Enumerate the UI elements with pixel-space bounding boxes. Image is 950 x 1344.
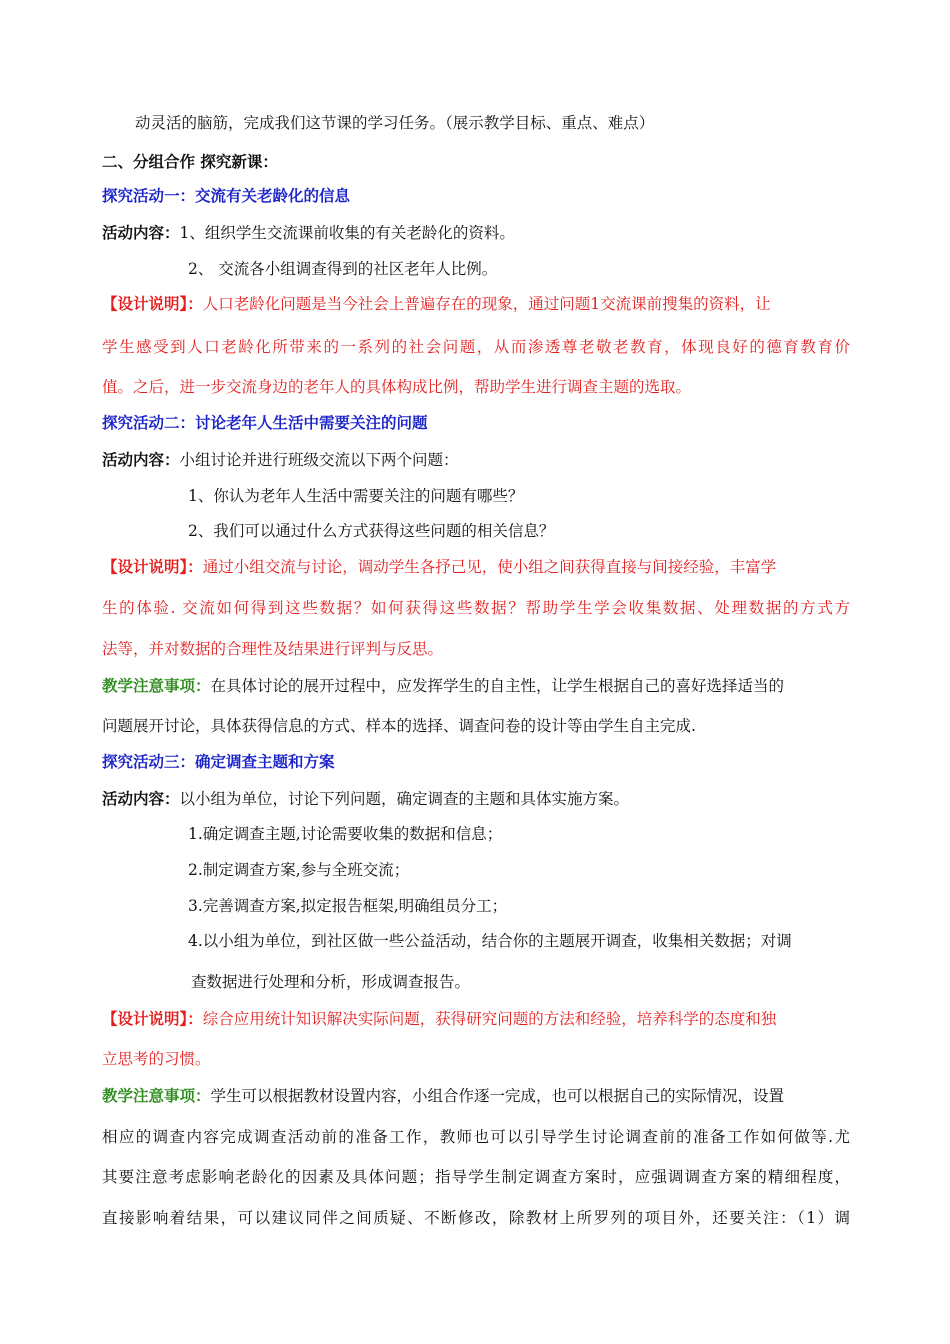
step-item: 2.制定调查方案,参与全班交流；	[188, 861, 410, 879]
teaching-notes	[102, 1086, 784, 1106]
notes-text: 相应的调查内容完成调查活动前的准备工作，教师也可以引导学生讨论调查前的准备工作如何做等.尤	[102, 1128, 850, 1146]
activity1-content	[102, 223, 515, 243]
design-note	[102, 1009, 776, 1029]
content-item: 1、组织学生交流课前收集的有关老龄化的资料。	[179, 224, 515, 242]
step-item: 4.以小组为单位，到社区做一些公益活动，结合你的主题展开调查，收集相关数据；对调	[188, 932, 792, 950]
design-note	[102, 294, 771, 314]
notes-text: 学生可以根据教材设置内容，小组合作逐一完成，也可以根据自己的实际情况，设置	[210, 1087, 785, 1105]
content-label: 活动内容：	[102, 224, 180, 242]
design-text: 生的体验. 交流如何得到这些数据？如何获得这些数据？帮助学生学会收集数据、处理数据的方式方	[102, 599, 850, 617]
design-label: 【设计说明】：	[102, 295, 203, 313]
step-item: 3.完善调查方案,拟定报告框架,明确组员分工；	[188, 897, 508, 915]
question-item: 1、你认为老年人生活中需要关注的问题有哪些？	[188, 487, 524, 505]
step-item: 1.确定调查主题,讨论需要收集的数据和信息；	[188, 825, 503, 843]
notes-text: 直接影响着结果，可以建议同伴之间质疑、不断修改，除教材上所罗列的项目外，还要关注：（1）调	[102, 1209, 850, 1227]
activity2-heading: 探究活动二：讨论老年人生活中需要关注的问题	[102, 414, 428, 432]
design-label: 【设计说明】：	[102, 558, 203, 576]
content-text: 以小组为单位，讨论下列问题，确定调查的主题和具体实施方案。	[179, 790, 630, 808]
design-text: 值。之后，进一步交流身边的老年人的具体构成比例，帮助学生进行调查主题的选取。	[102, 378, 692, 396]
content-label: 活动内容：	[102, 451, 180, 469]
activity3-heading: 探究活动三：确定调查主题和方案	[102, 753, 335, 771]
step-item: 查数据进行处理和分析，形成调查报告。	[191, 973, 471, 991]
activity1-heading: 探究活动一：交流有关老龄化的信息	[102, 187, 351, 205]
notes-text: 在具体讨论的展开过程中，应发挥学生的自主性，让学生根据自己的喜好选择适当的	[210, 677, 785, 695]
content-item: 2、 交流各小组调查得到的社区老年人比例。	[188, 260, 498, 278]
question-item: 2、我们可以通过什么方式获得这些问题的相关信息？	[188, 522, 555, 540]
design-text: 法等，并对数据的合理性及结果进行评判与反思。	[102, 640, 444, 658]
design-text: 综合应用统计知识解决实际问题，获得研究问题的方法和经验，培养科学的态度和独	[202, 1010, 777, 1028]
design-note	[102, 557, 776, 577]
intro-text: 动灵活的脑筋，完成我们这节课的学习任务。（展示教学目标、重点、难点）	[135, 114, 655, 132]
content-label: 活动内容：	[102, 790, 180, 808]
section-heading: 二、分组合作 探究新课：	[102, 153, 278, 171]
notes-label: 教学注意事项：	[102, 677, 211, 695]
notes-text: 其要注意考虑影响老龄化的因素及具体问题；指导学生制定调查方案时，应强调调查方案的精细程度，	[102, 1168, 850, 1186]
teaching-notes	[102, 676, 784, 696]
design-text: 学生感受到人口老龄化所带来的一系列的社会问题，从而渗透尊老敬老教育，体现良好的德育教育价	[102, 338, 850, 356]
content-text: 小组讨论并进行班级交流以下两个问题：	[179, 451, 459, 469]
design-text: 人口老龄化问题是当今社会上普遍存在的现象，通过问题1交流课前搜集的资料，让	[202, 295, 771, 313]
notes-text: 问题展开讨论，具体获得信息的方式、样本的选择、调查问卷的设计等由学生自主完成.	[102, 717, 696, 735]
design-label: 【设计说明】：	[102, 1010, 203, 1028]
activity3-content	[102, 789, 629, 809]
design-text: 通过小组交流与讨论，调动学生各抒己见，使小组之间获得直接与间接经验，丰富学	[202, 558, 777, 576]
notes-label: 教学注意事项：	[102, 1087, 211, 1105]
activity2-content	[102, 450, 459, 470]
design-text: 立思考的习惯。	[102, 1050, 211, 1068]
